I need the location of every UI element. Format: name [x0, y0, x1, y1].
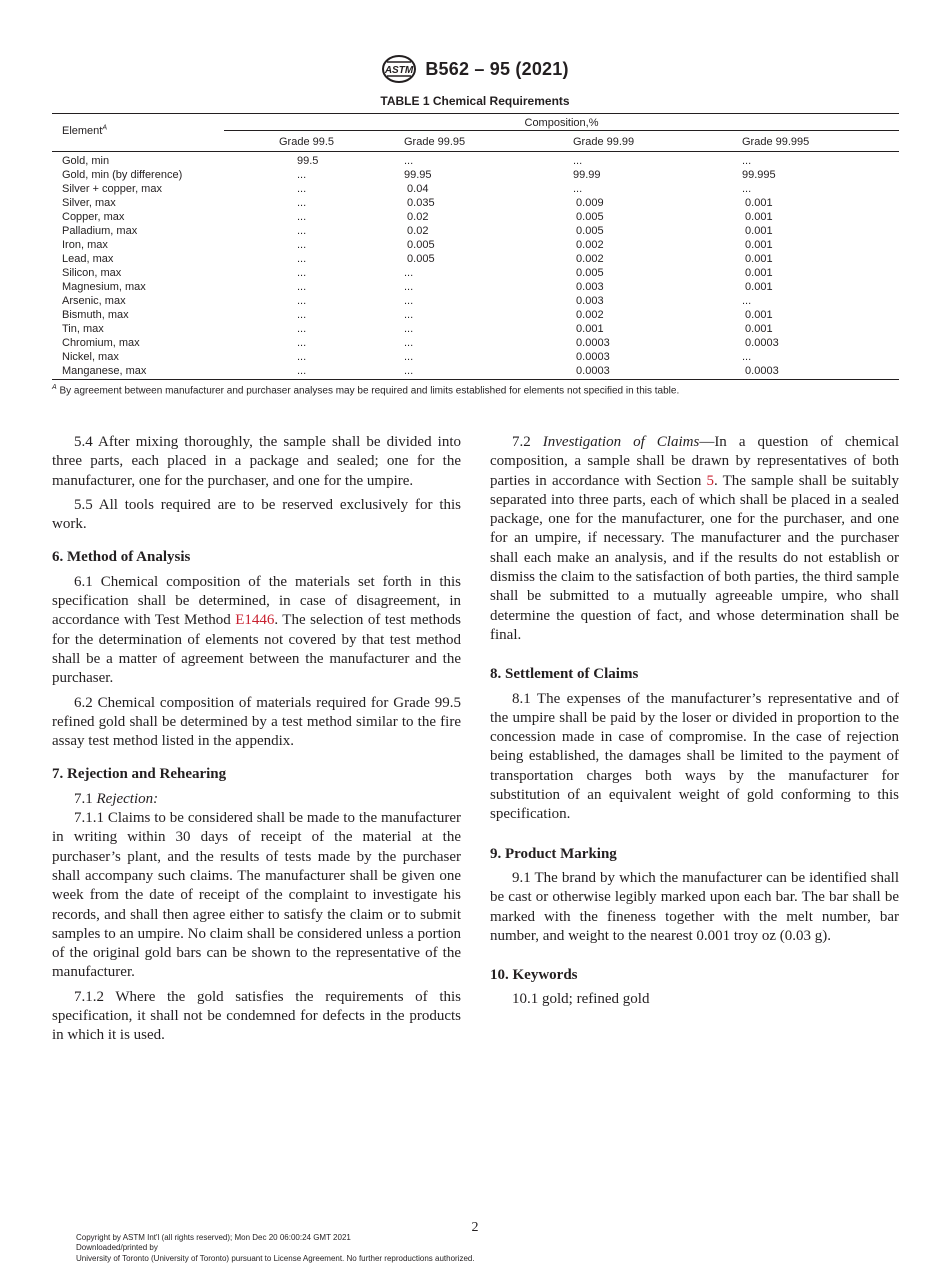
- cell-value: 0.001: [742, 253, 773, 265]
- paragraph-7-1-number: 7.1: [74, 790, 97, 807]
- cell-value: ...: [404, 295, 414, 307]
- cell-element: Palladium, max: [62, 225, 138, 237]
- cell-value: ...: [297, 183, 307, 195]
- cell-value: 0.035: [404, 197, 435, 209]
- table-row: [52, 350, 899, 364]
- cell-value: ...: [404, 337, 414, 349]
- table-row: [52, 364, 899, 378]
- cell-value: 99.95: [404, 169, 432, 181]
- cell-value: 0.0003: [573, 351, 610, 363]
- cell-value: ...: [297, 225, 307, 237]
- cell-value: 0.009: [573, 197, 604, 209]
- cell-value: ...: [297, 253, 307, 265]
- table-rule-bottom: [52, 379, 899, 380]
- table-rule-composition: [224, 130, 899, 131]
- svg-text:ASTM: ASTM: [385, 65, 414, 76]
- paragraph-6-1-text-b: . The selection of test methods for the determination of elements not covered by that test method shall be a matter of agreement between the manufacturer and the purchaser.: [52, 612, 461, 687]
- paragraph-7-1-2: 7.1.2 Where the gold satisfies the requirements of this specification, it shall not be condemned for defects in the products in which it is used.: [52, 988, 461, 1044]
- column-header-element: [62, 125, 107, 137]
- cell-element: Arsenic, max: [62, 295, 126, 307]
- paragraph-7-2: [490, 433, 899, 645]
- cell-value: 0.001: [742, 267, 773, 279]
- cell-value: ...: [297, 211, 307, 223]
- cell-value: ...: [297, 323, 307, 335]
- cell-element: Tin, max: [62, 323, 104, 335]
- cell-value: ...: [297, 351, 307, 363]
- cell-value: ...: [404, 309, 414, 321]
- cell-element: Gold, min: [62, 155, 110, 167]
- cell-value: ...: [573, 183, 583, 195]
- table-row: [52, 294, 899, 308]
- cell-value: 0.001: [742, 197, 773, 209]
- cell-value: ...: [742, 155, 752, 167]
- cell-value: ...: [742, 351, 752, 363]
- cell-value: 0.005: [573, 267, 604, 279]
- cell-value: 0.0003: [573, 337, 610, 349]
- cell-value: 0.001: [742, 323, 773, 335]
- cell-element: Copper, max: [62, 211, 125, 223]
- cell-value: 99.995: [742, 169, 776, 181]
- cell-element: Lead, max: [62, 253, 114, 265]
- element-header-note: A: [102, 124, 108, 132]
- page-number: 2: [471, 1220, 479, 1235]
- cell-value: ...: [742, 183, 752, 195]
- cell-value: 0.001: [742, 239, 773, 251]
- cell-element: Bismuth, max: [62, 309, 129, 321]
- cell-value: 0.02: [404, 225, 429, 237]
- table-row: [52, 224, 899, 238]
- cell-value: ...: [297, 309, 307, 321]
- cell-value: 0.005: [573, 211, 604, 223]
- paragraph-6-1-text-a: 6.1 Chemical composition of the materials set forth in this specification shall be determined, in case of disagreement, in accordance with Test Method: [52, 573, 461, 629]
- cell-value: ...: [297, 197, 307, 209]
- cell-value: 0.002: [573, 309, 604, 321]
- table-row: [52, 308, 899, 322]
- link-section-5[interactable]: 5: [706, 472, 714, 489]
- cell-element: Manganese, max: [62, 365, 147, 377]
- cell-value: ...: [742, 295, 752, 307]
- right-column: [490, 433, 899, 1015]
- column-header-composition: Composition,%: [524, 117, 599, 129]
- cell-value: 0.002: [573, 239, 604, 251]
- cell-value: ...: [404, 365, 414, 377]
- paragraph-7-2-number: 7.2: [512, 434, 543, 450]
- paragraph-5-5: 5.5 All tools required are to be reserved exclusively for this work.: [52, 496, 461, 533]
- table-row: [52, 322, 899, 336]
- table-row: [52, 280, 899, 294]
- table-rule-header: [52, 151, 899, 152]
- cell-element: Magnesium, max: [62, 281, 146, 293]
- table-row: [52, 196, 899, 210]
- cell-value: 0.001: [742, 225, 773, 237]
- paragraph-7-2-text-b: . The sample shall be suitably separated into three parts, each of which shall be placed in a sealed package, one for the manufacturer, one for the purchaser, and one for an umpire, if necessary. The manufacturer and the purchaser shall each make an analysis, and if the results do not establish or dismiss the claim to the satisfaction of both parties, the third sample shall be submitted to a mutually agreeable umpire, who shall determine the question of fact, and whose determination shall be final.: [490, 472, 899, 643]
- cell-value: 0.001: [742, 281, 773, 293]
- cell-element: Silver, max: [62, 197, 116, 209]
- cell-element: Silicon, max: [62, 267, 122, 279]
- cell-value: 0.003: [573, 295, 604, 307]
- paragraph-7-1-1: 7.1.1 Claims to be considered shall be made to the manufacturer in writing within 30 days of receipt of the material at the purchaser’s plant, and the results of tests made by the purchaser shall accompany such claims. The manufacturer shall be given one week from the date of receipt of the complaint to investigate his records, and shall then agree either to satisfy the claim or to submit samples to an umpire. No claim shall be considered unless a portion of the original gold bars can be shown to the representative of the manufacturer.: [52, 810, 461, 981]
- copyright-notice: [76, 1233, 876, 1264]
- cell-value: ...: [404, 155, 414, 167]
- table-row: [52, 182, 899, 196]
- column-header-grade: Grade 99.95: [404, 136, 466, 148]
- table-row: [52, 238, 899, 252]
- copyright-line: Downloaded/printed by: [76, 1243, 158, 1253]
- cell-value: 0.0003: [573, 365, 610, 377]
- cell-value: ...: [297, 365, 307, 377]
- table-body: [52, 154, 899, 378]
- cell-value: 0.005: [573, 225, 604, 237]
- cell-value: ...: [404, 351, 414, 363]
- table-title: TABLE 1 Chemical Requirements: [380, 94, 570, 108]
- cell-value: 0.001: [573, 323, 604, 335]
- cell-value: ...: [297, 267, 307, 279]
- paragraph-6-1: [52, 573, 461, 689]
- astm-logo-icon: [381, 54, 417, 84]
- column-header-grade: Grade 99.995: [742, 136, 810, 148]
- paragraph-6-2: 6.2 Chemical composition of materials required for Grade 99.5 refined gold shall be determined by a test method similar to the fire assay test method listed in the appendix.: [52, 694, 461, 750]
- table-rule-top: [52, 113, 899, 114]
- paragraph-7-2-text-a: —In a question of chemical composition, a sample shall be drawn by representatives of both parties in accordance with Section: [490, 434, 899, 489]
- cell-element: Iron, max: [62, 239, 108, 251]
- cell-value: 99.5: [297, 155, 319, 167]
- cell-value: 0.0003: [742, 337, 779, 349]
- section-heading-10: 10. Keywords: [490, 967, 578, 984]
- section-heading-8: 8. Settlement of Claims: [490, 666, 639, 683]
- cell-value: 0.003: [573, 281, 604, 293]
- cell-value: 0.002: [573, 253, 604, 265]
- cell-value: 0.001: [742, 211, 773, 223]
- cell-element: Silver + copper, max: [62, 183, 162, 195]
- table-row: [52, 266, 899, 280]
- link-e1446[interactable]: E1446: [235, 612, 275, 629]
- paragraph-10-1: 10.1 gold; refined gold: [512, 991, 650, 1008]
- left-column: [52, 433, 461, 1051]
- document-designation: B562 – 95 (2021): [425, 58, 569, 79]
- column-header-grade: Grade 99.99: [573, 136, 635, 148]
- cell-element: Nickel, max: [62, 351, 119, 363]
- cell-value: ...: [297, 295, 307, 307]
- element-header-label: Element: [62, 125, 103, 137]
- cell-value: 0.02: [404, 211, 429, 223]
- section-heading-9: 9. Product Marking: [490, 845, 617, 862]
- table-row: [52, 210, 899, 224]
- paragraph-5-4: 5.4 After mixing thoroughly, the sample shall be divided into three parts, each placed in a package and sealed; one for the manufacturer, one for the purchaser, and one for the umpire.: [52, 434, 461, 489]
- cell-value: ...: [297, 239, 307, 251]
- document-header: [0, 52, 950, 86]
- paragraph-9-1: 9.1 The brand by which the manufacturer can be identified shall be cast or otherwise legibly marked upon each bar. The bar shall be marked with the fineness together with the melt number, bar number, and weight to the nearest 0.001 troy oz (0.03 g).: [490, 869, 899, 944]
- table-row: [52, 252, 899, 266]
- footnote-mark: A: [52, 384, 57, 391]
- table-row: [52, 168, 899, 182]
- cell-value: 0.04: [404, 183, 429, 195]
- cell-element: Chromium, max: [62, 337, 140, 349]
- cell-value: 0.001: [742, 309, 773, 321]
- table-row: [52, 154, 899, 168]
- paragraph-8-1: 8.1 The expenses of the manufacturer’s representative and of the umpire shall be paid by the loser or divided in proportion to the concession made in case of compromise. In the case of rejection being established, the damages shall be limited to the payment of transportation charges both ways by the manufacturer for substitution of an equivalent weight of gold conforming to this specification.: [490, 690, 899, 823]
- column-header-grade: Grade 99.5: [279, 136, 335, 148]
- cell-value: ...: [404, 323, 414, 335]
- cell-value: ...: [404, 267, 414, 279]
- paragraph-7-1: [52, 790, 461, 809]
- cell-value: ...: [297, 337, 307, 349]
- table-footnote: [52, 384, 899, 396]
- cell-value: 0.0003: [742, 365, 779, 377]
- paragraph-7-1-title: Rejection:: [96, 790, 159, 807]
- cell-value: ...: [297, 281, 307, 293]
- footnote-text: By agreement between manufacturer and purchaser analyses may be required and limits established for elements not specified in this table.: [56, 385, 680, 397]
- table-row: [52, 336, 899, 350]
- section-heading-7: 7. Rejection and Rehearing: [52, 766, 227, 783]
- cell-value: ...: [573, 155, 583, 167]
- paragraph-7-2-title: Investigation of Claims: [542, 434, 700, 450]
- cell-element: Gold, min (by difference): [62, 169, 183, 181]
- cell-value: ...: [297, 169, 307, 181]
- copyright-line: Copyright by ASTM Int'l (all rights reserved); Mon Dec 20 06:00:24 GMT 2021: [76, 1233, 351, 1242]
- cell-value: 0.005: [404, 253, 435, 265]
- cell-value: 0.005: [404, 239, 435, 251]
- cell-value: ...: [404, 281, 414, 293]
- copyright-line: University of Toronto (University of Toronto) pursuant to License Agreement. No further reproductions authorized.: [76, 1253, 475, 1263]
- cell-value: 99.99: [573, 169, 601, 181]
- section-heading-6: 6. Method of Analysis: [52, 549, 191, 566]
